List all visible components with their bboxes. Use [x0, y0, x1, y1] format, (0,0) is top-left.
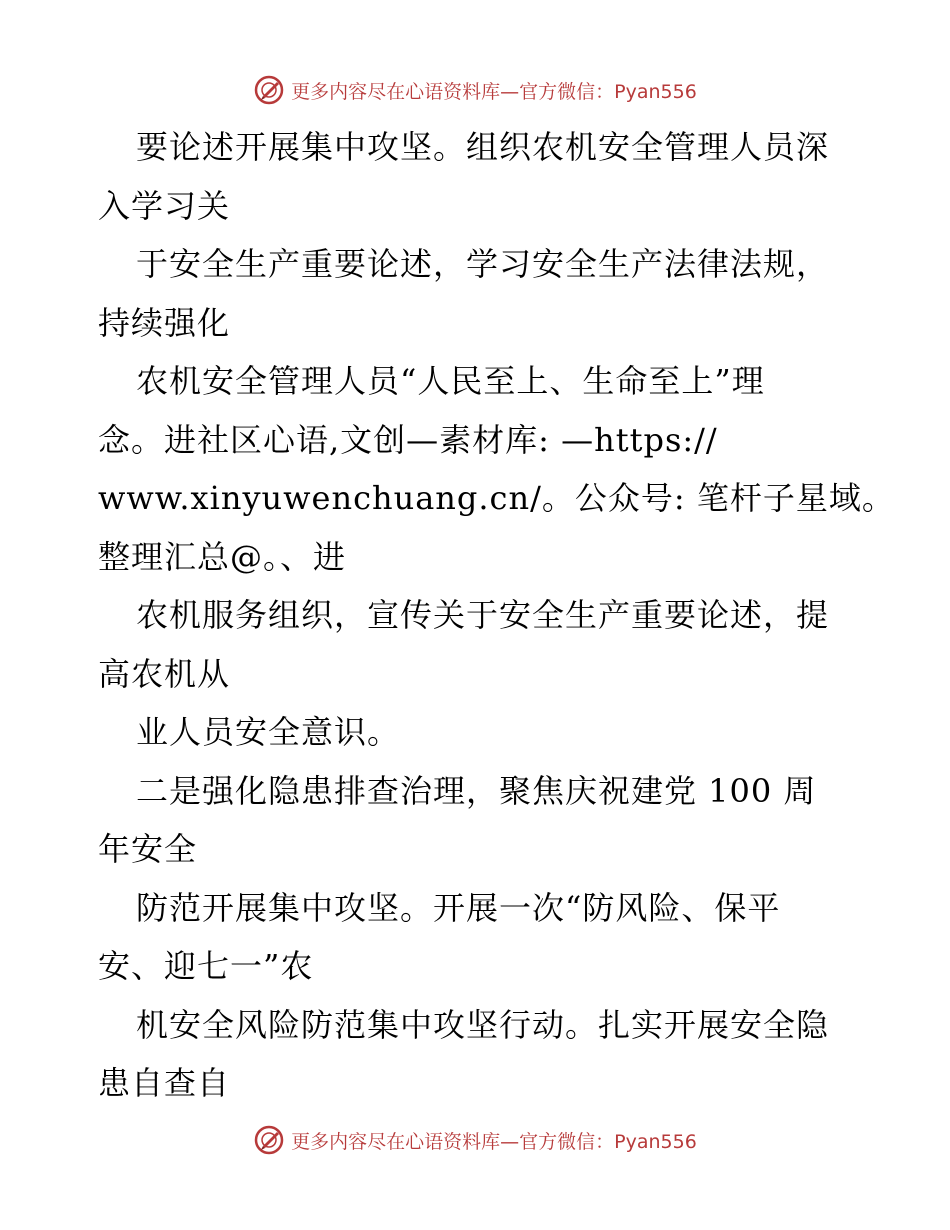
text-line: 安、迎七一”农 — [98, 947, 314, 985]
text-line: 整理汇总@。、进 — [98, 537, 347, 576]
pen-logo-icon — [253, 1124, 285, 1156]
text-line: 二是强化隐患排查治理，聚焦庆祝建党 100 周 — [136, 771, 817, 810]
text-line: 机安全风险防范集中攻坚行动。扎实开展安全隐 — [136, 1005, 830, 1044]
text-line: 于安全生产重要论述，学习安全生产法律法规， — [136, 245, 830, 283]
text-line: 入学习关 — [98, 186, 231, 225]
footer-banner-text: 更多内容尽在心语资料库—官方微信：Pyan556 — [291, 1130, 697, 1153]
text-line: 农机安全管理人员“人民至上、生命至上”理 — [136, 362, 765, 400]
text-line: www.xinyuwenchuang.cn/。公众号: 笔杆子星域。 — [98, 479, 895, 517]
text-line: 年安全 — [98, 830, 198, 868]
text-line: 持续强化 — [98, 303, 231, 342]
text-line: 防范开展集中攻坚。开展一次“防风险、保平 — [136, 888, 781, 927]
text-line: 业人员安全意识。 — [136, 713, 401, 751]
text-line: 患自查自 — [98, 1064, 231, 1102]
text-line: 要论述开展集中攻坚。组织农机安全管理人员深 — [136, 128, 830, 166]
document-body — [98, 118, 895, 1113]
header-banner-text: 更多内容尽在心语资料库—官方微信：Pyan556 — [291, 80, 697, 103]
text-line: 高农机从 — [98, 654, 231, 693]
pen-logo-icon — [253, 74, 285, 106]
footer-banner — [0, 1120, 950, 1160]
header-banner — [0, 70, 950, 110]
text-line: 念。进社区心语,文创—素材库: —https:// — [98, 420, 718, 459]
text-line: 农机服务组织，宣传关于安全生产重要论述，提 — [136, 596, 830, 634]
